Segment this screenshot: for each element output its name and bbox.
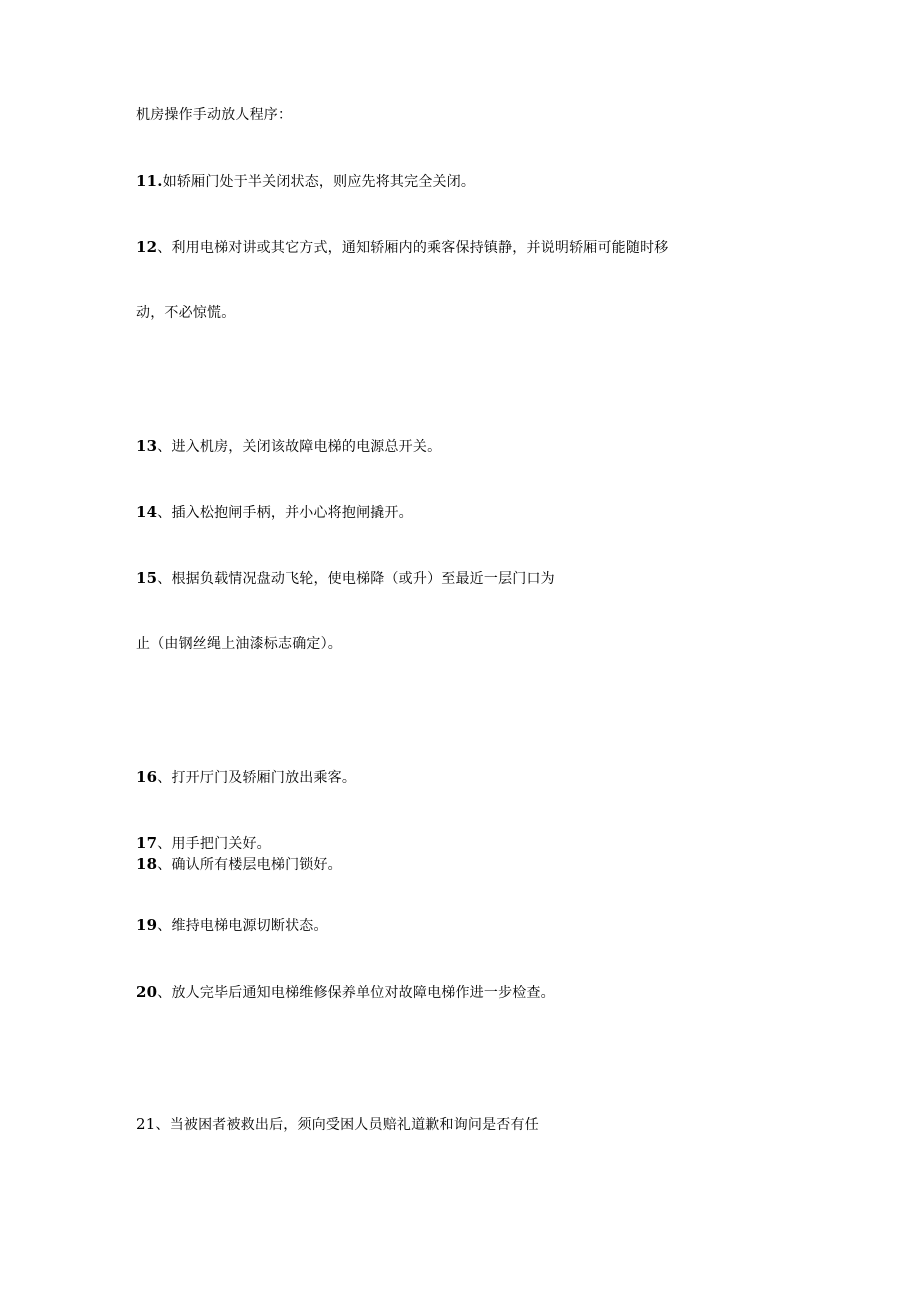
step-separator: 、: [157, 571, 172, 587]
step-number: 11: [136, 172, 158, 190]
step-text-continued: 止（由钢丝绳上油漆标志确定）。: [136, 636, 342, 652]
step-separator: 、: [157, 836, 172, 852]
step-number: 15: [136, 569, 158, 587]
step-16: [136, 768, 356, 787]
step-separator: 、: [157, 505, 172, 521]
step-12: [136, 238, 668, 257]
step-number: 21: [136, 1115, 156, 1133]
step-text: 插入松抱闸手柄，并小心将抱闸撬开。: [171, 505, 413, 521]
step-13: [136, 437, 441, 456]
step-number: 20: [136, 983, 158, 1001]
step-number: 19: [136, 916, 158, 934]
step-number: 16: [136, 768, 158, 786]
step-separator: 、: [157, 240, 172, 256]
step-text: 根据负载情况盘动飞轮，使电梯降（或升）至最近一层门口为: [171, 571, 555, 587]
step-number: 12: [136, 238, 158, 256]
step-separator: 、: [157, 985, 172, 1001]
step-21: [136, 1115, 539, 1134]
step-separator: 、: [157, 439, 172, 455]
step-15: [136, 569, 555, 588]
step-text: 如轿厢门处于半关闭状态，则应先将其完全关闭。: [162, 174, 476, 190]
heading-text: 机房操作手动放人程序：: [136, 107, 293, 123]
step-number: 17: [136, 834, 158, 852]
step-number: 18: [136, 855, 158, 873]
step-separator: 、: [157, 857, 172, 873]
step-text: 确认所有楼层电梯门锁好。: [171, 857, 342, 873]
step-17: [136, 834, 271, 853]
step-20: [136, 983, 555, 1002]
step-separator: 、: [155, 1117, 170, 1133]
step-text-continued: 动，不必惊慌。: [136, 305, 236, 321]
section-heading: [136, 106, 292, 124]
step-18: [136, 855, 342, 874]
step-number: 13: [136, 437, 158, 455]
step-15-continuation: [136, 635, 342, 653]
step-text: 用手把门关好。: [171, 836, 271, 852]
step-text: 打开厅门及轿厢门放出乘客。: [171, 770, 357, 786]
step-separator: .: [157, 172, 163, 190]
step-text: 利用电梯对讲或其它方式，通知轿厢内的乘客保持镇静，并说明轿厢可能随时移: [171, 240, 669, 256]
step-12-continuation: [136, 304, 235, 322]
step-separator: 、: [157, 770, 172, 786]
step-11: [136, 172, 475, 191]
step-text: 放人完毕后通知电梯维修保养单位对故障电梯作进一步检查。: [171, 985, 555, 1001]
step-19: [136, 916, 328, 935]
step-text: 当被困者被救出后，须向受困人员赔礼道歉和询问是否有任: [169, 1117, 539, 1133]
step-text: 进入机房，关闭该故障电梯的电源总开关。: [171, 439, 442, 455]
step-14: [136, 503, 413, 522]
step-text: 维持电梯电源切断状态。: [171, 918, 328, 934]
step-separator: 、: [157, 918, 172, 934]
step-number: 14: [136, 503, 158, 521]
